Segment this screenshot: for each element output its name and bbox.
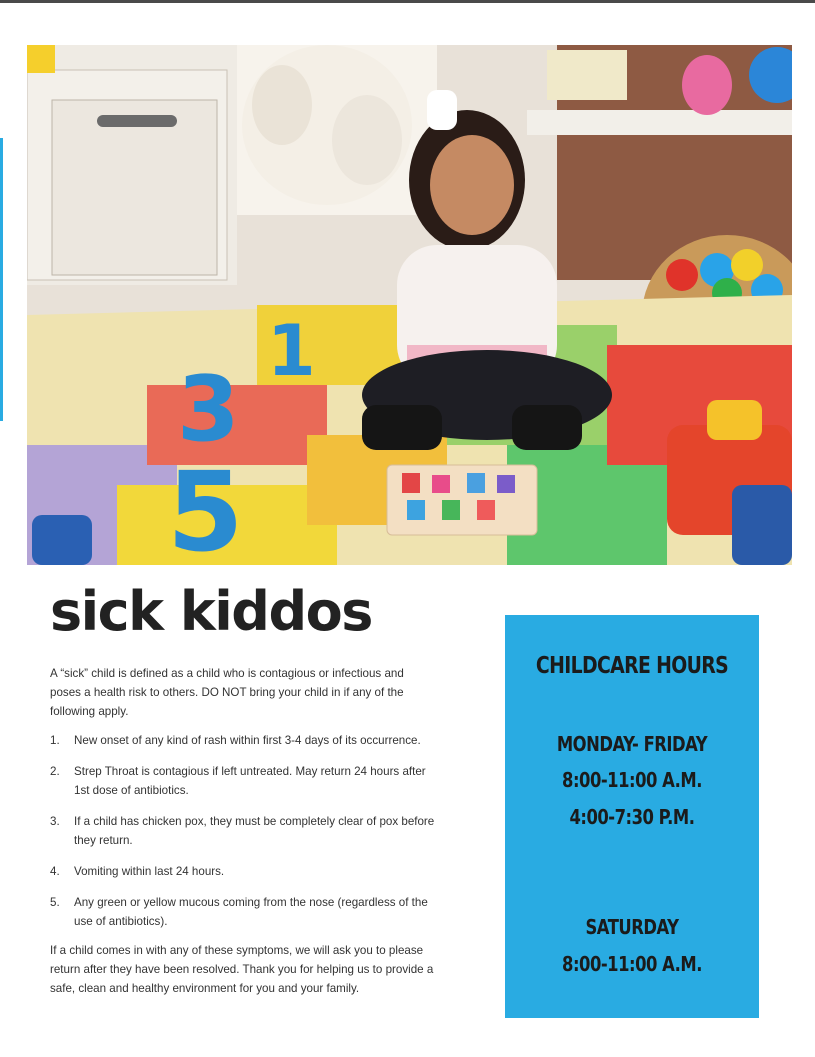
saturday-label: SATURDAY [585, 915, 679, 939]
hours-title: CHILDCARE HOURS [535, 653, 729, 679]
svg-text:3: 3 [177, 357, 240, 462]
list-number: 3. [50, 815, 60, 828]
closing-paragraph: If a child comes in with any of these symptoms, we will ask you to please return after they have been resolved. Thank you for helping us to provide a safe, clean and healthy environment for you and your family. [50, 944, 434, 995]
symptom-list [50, 731, 436, 943]
list-number: 1. [50, 734, 60, 747]
weekday-morning-hours: 8:00-11:00 A.M. [562, 768, 702, 792]
list-text: Vomiting within last 24 hours. [74, 865, 225, 878]
list-item [50, 731, 436, 750]
list-number: 2. [50, 765, 60, 778]
list-number: 5. [50, 896, 60, 909]
saturday-hours: 8:00-11:00 A.M. [562, 952, 702, 976]
weekday-label: MONDAY- FRIDAY [556, 732, 708, 756]
side-accent-bar [0, 138, 3, 421]
top-rule [0, 0, 815, 3]
page-title: sick kiddos [50, 580, 372, 643]
list-item [50, 862, 436, 881]
list-item [50, 893, 436, 931]
list-item [50, 812, 436, 850]
list-text: Any green or yellow mucous coming from the nose (regardless of the use of antibiotics). [74, 896, 428, 928]
list-text: Strep Throat is contagious if left untreated. May return 24 hours after 1st dose of antibiotics. [74, 765, 426, 797]
intro-paragraph: A “sick” child is defined as a child who is contagious or infectious and poses a health risk to others. DO NOT bring your child in if any of the following apply. [50, 667, 404, 718]
list-number: 4. [50, 865, 60, 878]
svg-text:5: 5 [167, 448, 244, 565]
weekday-evening-hours: 4:00-7:30 P.M. [569, 805, 695, 829]
svg-text:1: 1 [267, 310, 316, 392]
hero-photo [27, 45, 792, 565]
list-text: New onset of any kind of rash within first 3-4 days of its occurrence. [74, 734, 421, 747]
list-item [50, 762, 436, 800]
list-text: If a child has chicken pox, they must be completely clear of pox before they return. [74, 815, 435, 847]
childcare-hours-panel [505, 615, 759, 1018]
